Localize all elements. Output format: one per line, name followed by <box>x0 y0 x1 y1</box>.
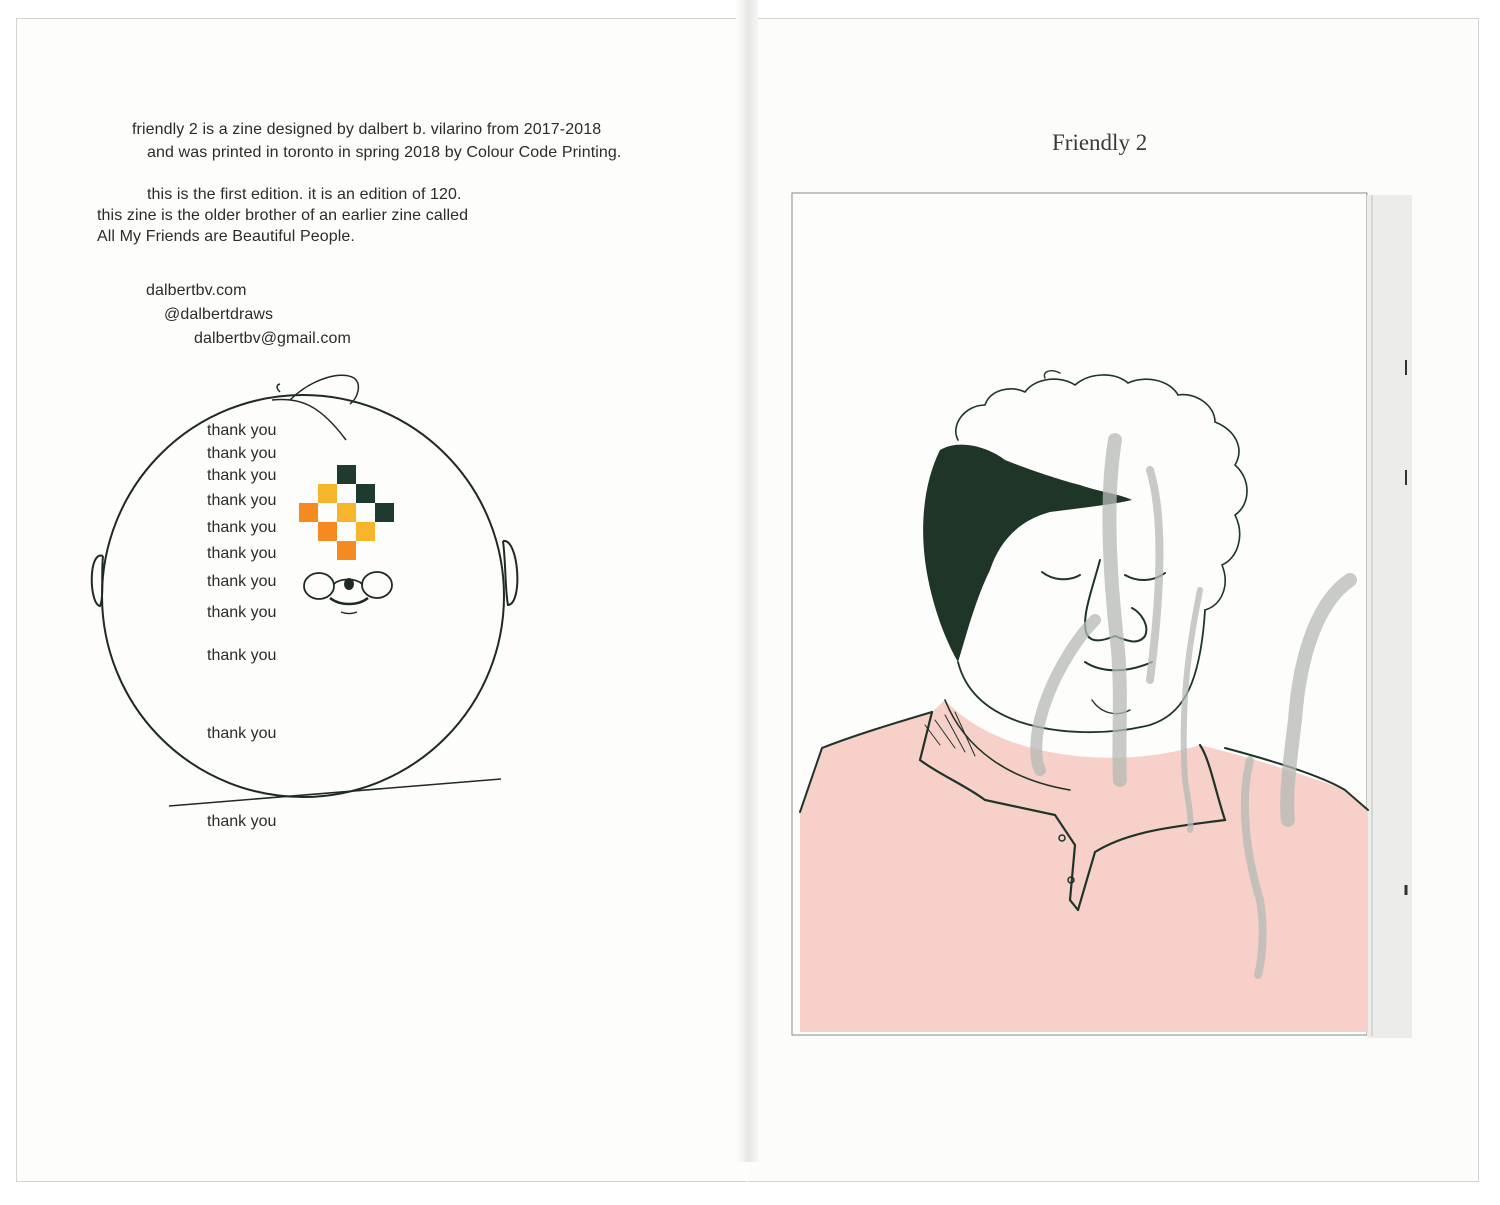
page-title: Friendly 2 <box>1052 130 1148 155</box>
thank-you-3: thank you <box>207 467 277 484</box>
colophon-line-5: All My Friends are Beautiful People. <box>97 228 355 245</box>
contact-website: dalbertbv.com <box>146 282 247 299</box>
frame-edge-shadow <box>1367 195 1412 1038</box>
colophon-line-3: this is the first edition. it is an edition of 120. <box>147 186 462 203</box>
thank-you-11: thank you <box>207 813 277 830</box>
thank-you-1: thank you <box>207 422 277 439</box>
colophon-line-2: and was printed in toronto in spring 2018 by Colour Code Printing. <box>147 144 622 161</box>
thank-you-9: thank you <box>207 647 277 664</box>
thank-you-2: thank you <box>207 445 277 462</box>
thank-you-6: thank you <box>207 545 277 562</box>
contact-handle: @dalbertdraws <box>164 306 274 323</box>
colophon-line-4: this zine is the older brother of an earlier zine called <box>97 207 469 224</box>
thank-you-8: thank you <box>207 604 277 621</box>
contact-email: dalbertbv@gmail.com <box>194 330 351 347</box>
thank-you-7: thank you <box>207 573 277 590</box>
thank-you-5: thank you <box>207 519 277 536</box>
colophon-line-1: friendly 2 is a zine designed by dalbert b. vilarino from 2017-2018 <box>132 121 602 138</box>
thank-you-4: thank you <box>207 492 277 509</box>
thank-you-10: thank you <box>207 725 277 742</box>
